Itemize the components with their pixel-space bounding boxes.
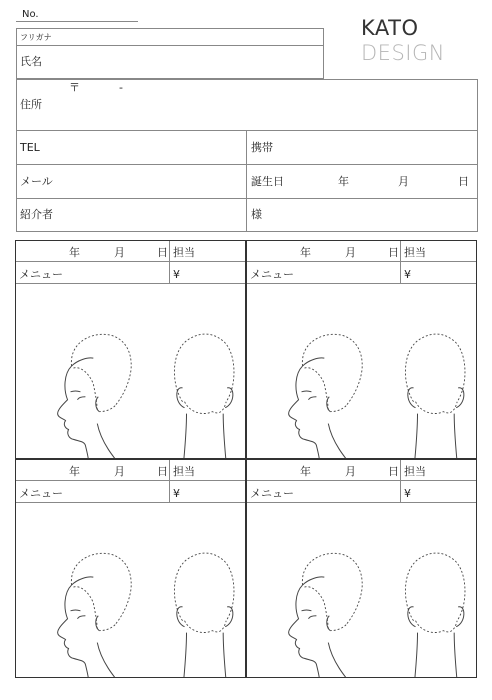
introducer-label: 紹介者 [20,208,53,221]
record-number-line [16,21,138,22]
card-day-label: 日 [388,246,399,259]
card-staff-label: 担当 [404,465,426,478]
card-staff-label: 担当 [173,465,195,478]
furigana-label: フリガナ [20,33,52,42]
card-year-label: 年 [300,465,311,478]
card-year-label: 年 [69,246,80,259]
head-diagram-icon [247,503,476,677]
card-column-divider [169,460,170,503]
head-diagram-icon [16,284,245,458]
card-staff-label: 担当 [173,246,195,259]
record-number-label: No. [22,9,39,20]
mail-label: メール [20,175,53,188]
card-month-label: 月 [345,465,356,478]
head-diagram-icon [16,503,245,677]
birthday-month-label: 月 [398,175,409,188]
visit-record-card [246,240,477,459]
card-day-label: 日 [157,465,168,478]
birthday-year-label: 年 [338,175,349,188]
date-row [16,241,245,262]
head-diagram-icon [247,284,476,458]
card-menu-label: メニュー [19,487,63,500]
card-column-divider [400,241,401,284]
card-day-label: 日 [157,246,168,259]
tel-divider [16,164,478,165]
mobile-label: 携帯 [251,141,273,154]
card-year-label: 年 [69,465,80,478]
birthday-label: 誕生日 [251,175,284,188]
brand-logo-secondary: DESIGN [361,41,445,65]
brand-logo-primary: KATO [361,16,419,40]
furigana-divider [16,45,324,46]
address-divider [16,130,478,131]
date-row [247,241,476,262]
customer-info-table [16,79,478,232]
birthday-day-label: 日 [458,175,469,188]
honorific-label: 様 [251,208,262,221]
visit-record-card [15,459,246,678]
card-menu-label: メニュー [19,268,63,281]
card-price-label: ¥ [404,487,411,500]
visit-record-card [246,459,477,678]
date-row [16,460,245,481]
postal-mark: 〒 [69,81,80,94]
card-year-label: 年 [300,246,311,259]
card-price-label: ¥ [173,487,180,500]
name-label: 氏名 [20,55,42,68]
card-column-divider [400,460,401,503]
card-staff-label: 担当 [404,246,426,259]
card-month-label: 月 [114,246,125,259]
address-label: 住所 [20,98,42,111]
card-month-label: 月 [345,246,356,259]
card-menu-label: メニュー [250,487,294,500]
mail-divider [16,198,478,199]
info-column-divider [246,130,247,232]
card-menu-label: メニュー [250,268,294,281]
visit-record-card [15,240,246,459]
tel-label: TEL [20,141,40,154]
card-price-label: ¥ [173,268,180,281]
card-day-label: 日 [388,465,399,478]
postal-dash: - [119,81,123,94]
card-month-label: 月 [114,465,125,478]
date-row [247,460,476,481]
card-price-label: ¥ [404,268,411,281]
card-column-divider [169,241,170,284]
name-field-box[interactable] [16,28,324,79]
